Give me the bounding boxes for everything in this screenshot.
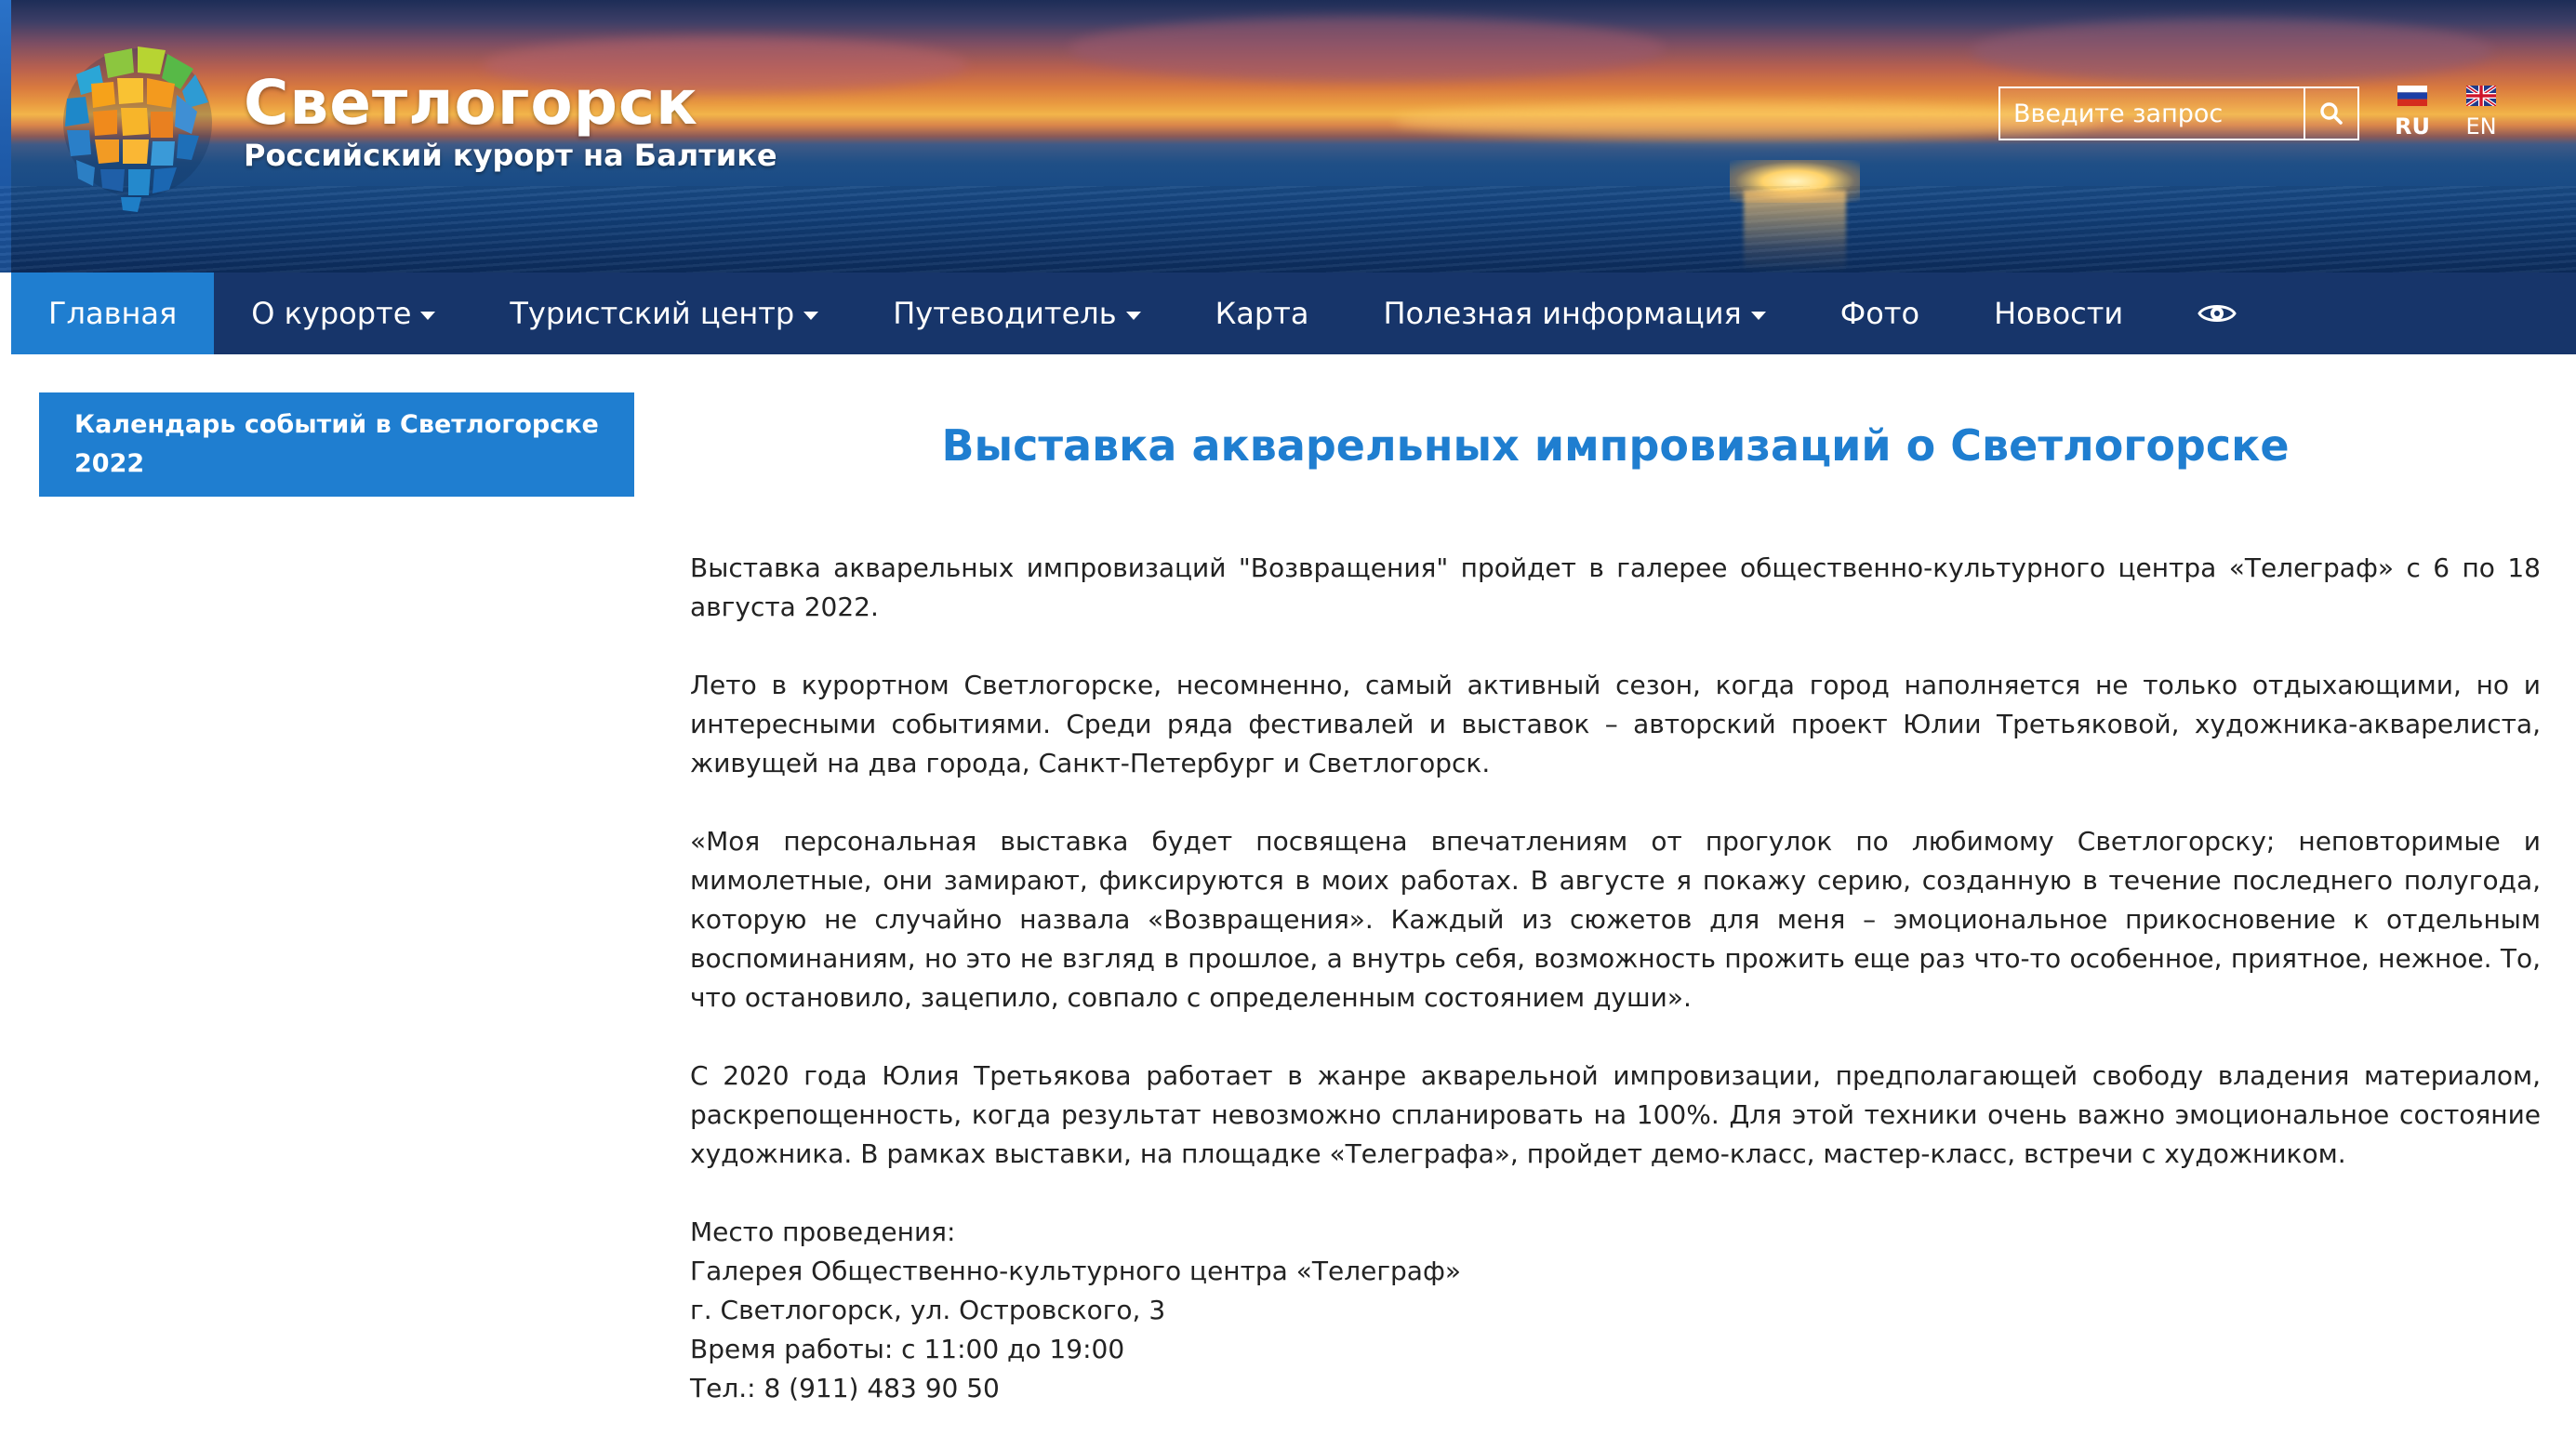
article-paragraph: Лето в курортном Светлогорске, несомненно, самый активный сезон, когда город наполняется не только отдыхающими, но и интересными событиями. Среди ряда фестивалей и выставок – авторский проект Юлии Третьяковой, художника-акварелиста, живущей на два города, Санкт-Петербург и Светлогорск. [690, 670, 2541, 778]
nav-item-photo[interactable] [1803, 273, 1957, 354]
uk-flag-icon [2466, 86, 2496, 106]
nav-item-label: Полезная информация [1383, 296, 1742, 331]
caret-down-icon [420, 312, 435, 320]
site-subtitle: Российский курорт на Балтике [244, 138, 777, 173]
venue-address: г. Светлогорск, ул. Островского, 3 [690, 1295, 1166, 1325]
site-logo[interactable] [58, 37, 218, 214]
nav-item-label: О курорте [251, 296, 412, 331]
cloud-glow [1395, 102, 2102, 140]
search-button[interactable] [2305, 86, 2359, 140]
nav-item-label: Путеводитель [893, 296, 1117, 331]
nav-item-about[interactable] [214, 273, 472, 354]
main-navigation [11, 273, 2576, 354]
accessibility-button[interactable] [2160, 273, 2274, 354]
language-ru-label: RU [2395, 113, 2430, 140]
nav-item-label: Новости [1994, 296, 2124, 331]
nav-item-home[interactable] [11, 273, 214, 354]
venue-heading: Место проведения: [690, 1217, 956, 1247]
article-paragraph: «Моя персональная выставка будет посвящена впечатлениям от прогулок по любимому Светлогорску; неповторимые и мимолетные, они замирают, фиксируются в моих работах. В августе я покажу серию, созданную в течение последнего полугода, которую не случайно назвала «Возвращения». Каждый из сюжетов для меня – эмоциональное прикосновение к отдельным воспоминаниям, но это не взгляд в прошлое, а внутрь себя, возможность прожить еще раз что-то особенное, приятное, нежное. То, что остановило, зацепило, совпало с определенным состоянием души». [690, 826, 2541, 1013]
article-paragraph: С 2020 года Юлия Третьякова работает в жанре акварельной импровизации, предполагающей свободу владения материалом, раскрепощенность, когда результат невозможно спланировать на 100%. Для этой техники очень важно эмоциональное состояние художника. В рамках выставки, на площадке «Телеграфа», пройдет демо-класс, мастер-класс, встречи с художником. [690, 1060, 2541, 1169]
language-en[interactable] [2453, 86, 2509, 140]
nav-item-label: Главная [48, 296, 178, 331]
sun-reflection [1744, 191, 1846, 273]
site-header [0, 0, 2576, 273]
article-title: Выставка акварельных импровизаций о Светлогорске [941, 420, 2290, 471]
site-title[interactable]: Светлогорск [244, 67, 698, 139]
cloud-shape [1069, 17, 1665, 82]
article-paragraph: Выставка акварельных импровизаций "Возвращения" пройдет в галерее общественно-культурного центра «Телеграф» с 6 по 18 августа 2022. [690, 552, 2541, 622]
nav-item-news[interactable] [1957, 273, 2160, 354]
eye-icon [2198, 300, 2237, 326]
sidebar-events-calendar-link[interactable]: Календарь событий в Светлогорске 2022 [39, 392, 634, 497]
nav-item-tourist-center[interactable] [472, 273, 856, 354]
caret-down-icon [803, 312, 818, 320]
search-icon [2319, 101, 2344, 126]
language-en-label: EN [2465, 113, 2497, 140]
cloud-shape [1972, 19, 2492, 84]
sea-waves [0, 186, 2576, 273]
caret-down-icon [1126, 312, 1141, 320]
russia-flag-icon [2397, 86, 2427, 106]
nav-item-label: Туристский центр [510, 296, 795, 331]
nav-item-map[interactable] [1178, 273, 1347, 354]
venue-hours: Время работы: с 11:00 до 19:00 [690, 1334, 1125, 1364]
venue-name: Галерея Общественно-культурного центра «Телеграф» [690, 1256, 1462, 1286]
caret-down-icon [1751, 312, 1766, 320]
venue-phone: Тел.: 8 (911) 483 90 50 [690, 1373, 1000, 1403]
nav-item-guide[interactable] [856, 273, 1177, 354]
article-body [690, 549, 2541, 1408]
nav-item-label: Карта [1215, 296, 1309, 331]
venue-info [690, 1213, 2541, 1408]
nav-item-label: Фото [1839, 296, 1920, 331]
search-box [1998, 86, 2305, 140]
language-ru[interactable] [2384, 86, 2440, 140]
search-input[interactable] [2000, 88, 2304, 139]
nav-item-useful-info[interactable] [1346, 273, 1802, 354]
